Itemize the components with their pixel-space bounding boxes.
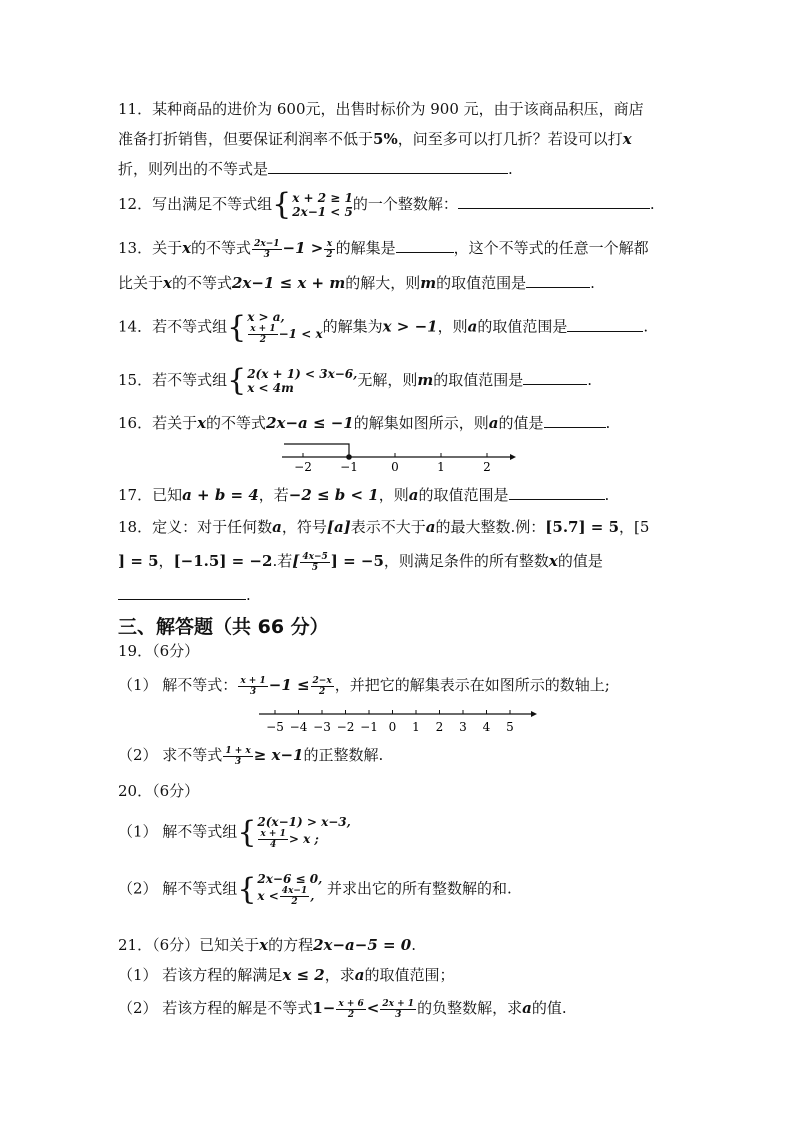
q13-blank-1[interactable] — [396, 238, 454, 253]
q19-number-line — [255, 704, 545, 738]
q12-answer-blank[interactable] — [458, 194, 650, 209]
q21-part1: （1） 若该方程的解满足x ≤ 2，求a的取值范围； — [118, 966, 455, 984]
q16-solution-ray — [284, 444, 349, 457]
q19-tick-label: 5 — [506, 720, 514, 734]
section-title: 三、解答题（共 66 分） — [118, 616, 329, 638]
q11-line3: 折，则列出的不等式是 . — [118, 160, 513, 178]
q19-tick-label: −5 — [266, 720, 284, 734]
q16-tick-label: 1 — [437, 460, 445, 474]
q18-line2: ] = 5，[−1.5] = −2.若[ $\frac{4x-5}{5}$ ] = −5，则满足条件的所有整数x的值是 — [118, 551, 603, 573]
q18-answer-blank[interactable] — [118, 585, 246, 600]
q18-line1: 18．定义：对于任何数a，符号[a]表示不大于a的最大整数.例：[5.7] = 5，[5 — [118, 518, 650, 536]
q15-answer-blank[interactable] — [523, 370, 587, 385]
q19-part1: （1） 解不等式： $\frac{x + 1}{3}$ −1 ≤ $\frac{2-x}{2}$ ，并把它的解集表示在如图所示的数轴上; — [118, 675, 610, 697]
q12: 12．写出满足不等式组{ x + 2 ≥ 1 2x−1 < 5 的一个整数解： . — [118, 187, 655, 222]
q20-head: 20．（6分） — [118, 782, 200, 800]
q20-part2: （2） 解不等式组{ 2x−6 ≤ 0, x < $\frac{4x-1}{2}$ , 并求出它的所有整数解的和. — [118, 871, 512, 907]
q16-tick-label: −2 — [294, 460, 312, 474]
q13-blank-2[interactable] — [526, 273, 590, 288]
q19-tick-label: 2 — [435, 720, 444, 734]
q19-axis-arrow — [531, 711, 537, 717]
q14: 14．若不等式组{ x > a, $\frac{x + 1}{2}$ −1 < x 的解集为x > −1，则a的取值范围是 . — [118, 309, 649, 345]
q19-tick-label: −3 — [313, 720, 331, 734]
q16: 16．若关于x的不等式2x−a ≤ −1的解集如图所示，则a的值是 . — [118, 414, 611, 432]
q18-line3: . — [118, 584, 251, 606]
q19-tick-label: 4 — [482, 720, 491, 734]
q16-tick-label: −1 — [340, 460, 358, 474]
q16-axis-arrow — [510, 454, 516, 460]
q16-number-line — [270, 436, 520, 476]
q17-answer-blank[interactable] — [509, 485, 605, 500]
q13-line1: 13．关于x的不等式 $\frac{2x-1}{3}$ −1 > $\frac{x}{2}$ 的解集是 ，这个不等式的任意一个解都 — [118, 238, 649, 260]
q14-answer-blank[interactable] — [567, 317, 643, 332]
q11-line2: 准备打折销售，但要保证利润率不低于5%，问至多可以打几折？若设可以打x — [118, 130, 632, 148]
q16-tick-label: 2 — [483, 460, 491, 474]
q19-tick-label: −4 — [289, 720, 308, 734]
q19-tick-label: 3 — [459, 720, 467, 734]
q15: 15．若不等式组{ 2(x + 1) < 3x−6, x < 4m 无解，则m的取值范围是 . — [118, 363, 592, 398]
q19-head: 19．（6分） — [118, 642, 200, 660]
q19-tick-label: 0 — [388, 720, 397, 734]
q19-tick-label: 1 — [412, 720, 420, 734]
q19-part2: （2） 求不等式 $\frac{1 + x}{3}$ ≥ x−1的正整数解. — [118, 745, 384, 767]
q21-head: 21．（6分）已知关于x的方程2x−a−5 = 0. — [118, 936, 417, 954]
q21-part2: （2） 若该方程的解是不等式1− $\frac{x + 6}{2}$ < $\frac{2x + 1}{3}$ 的负整数解，求a的值. — [118, 998, 567, 1020]
q11-line1: 11．某种商品的进价为 600元，出售时标价为 900 元，由于该商品积压，商店 — [118, 100, 644, 118]
q19-tick-label: −2 — [336, 720, 355, 734]
q17: 17．已知a + b = 4，若−2 ≤ b < 1，则a的取值范围是 . — [118, 486, 610, 504]
q19-tick-label: −1 — [360, 720, 378, 734]
q11-answer-blank[interactable] — [268, 159, 508, 174]
q16-answer-blank[interactable] — [544, 413, 606, 428]
q16-tick-label: 0 — [391, 460, 399, 474]
q20-part1: （1） 解不等式组{ 2(x−1) > x−3, $\frac{x + 1}{4}$ > x ; — [118, 814, 351, 850]
q13-line2: 比关于x的不等式2x−1 ≤ x + m的解大，则m的取值范围是 . — [118, 274, 595, 292]
